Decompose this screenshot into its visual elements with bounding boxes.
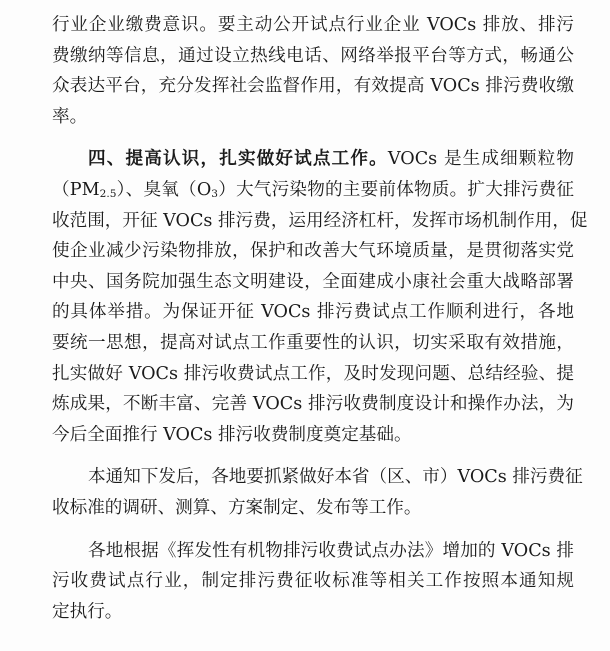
text-line: 本通知下发后，各地要抓紧做好本省（区、市）VOCs 排污费征 (88, 467, 583, 488)
text-line: 收范围，开征 VOCs 排污费，运用经济杠杆，发挥市场机制作用，促 (52, 210, 588, 231)
paragraph-3 (52, 462, 583, 523)
subscript: 2.5 (99, 188, 117, 201)
text-run: （PM (52, 179, 100, 200)
text-line: 定执行。 (52, 601, 123, 622)
text-run: ）大气污染物的主要前体物质。扩大排污费征 (218, 179, 574, 200)
text-line: 众表达平台，充分发挥社会监督作用，有效提高 VOCs 排污费收缴 (52, 76, 574, 97)
subscript: 3 (211, 188, 218, 201)
text-line: 各地根据《挥发性有机物排污收费试点办法》增加的 VOCs 排 (88, 540, 574, 561)
paragraph-2 (52, 144, 588, 450)
text-line: 费缴纳等信息，通过设立热线电话、网络举报平台等方式，畅通公 (52, 45, 574, 66)
text-line: 炼成果，不断丰富、完善 VOCs 排污收费制度设计和操作办法，为 (52, 394, 574, 415)
text-line (52, 144, 574, 175)
text-run: ）、臭氧（O (116, 179, 212, 200)
text-line: 今后全面推行 VOCs 排污收费制度奠定基础。 (52, 424, 412, 445)
paragraph-1 (52, 10, 574, 132)
text-line: 行业企业缴费意识。要主动公开试点行业企业 VOCs 排放、排污 (52, 15, 574, 35)
text-line (52, 175, 574, 206)
text-line: 收标准的调研、测算、方案制定、发布等工作。 (52, 497, 422, 518)
section-heading: 四、提高认识，扎实做好试点工作。 (88, 148, 388, 170)
text-line: 使企业减少污染物排放，保护和改善大气环境质量，是贯彻落实党 (52, 241, 574, 262)
text-line: 率。 (52, 106, 88, 127)
paragraph-4 (52, 536, 574, 628)
document-body (52, 10, 588, 627)
text-run: VOCs 是生成细颗粒物 (387, 149, 574, 170)
text-line: 污收费试点行业，制定排污费征收标准等相关工作按照本通知规 (52, 571, 574, 592)
text-line: 要统一思想，提高对试点工作重要性的认识，切实采取有效措施， (52, 332, 574, 353)
text-line: 扎实做好 VOCs 排污收费试点工作，及时发现问题、总结经验、提 (52, 363, 574, 384)
text-line: 的具体举措。为保证开征 VOCs 排污费试点工作顺利进行，各地 (52, 302, 574, 323)
text-line: 中央、国务院加强生态文明建设，全面建成小康社会重大战略部署 (52, 271, 574, 292)
